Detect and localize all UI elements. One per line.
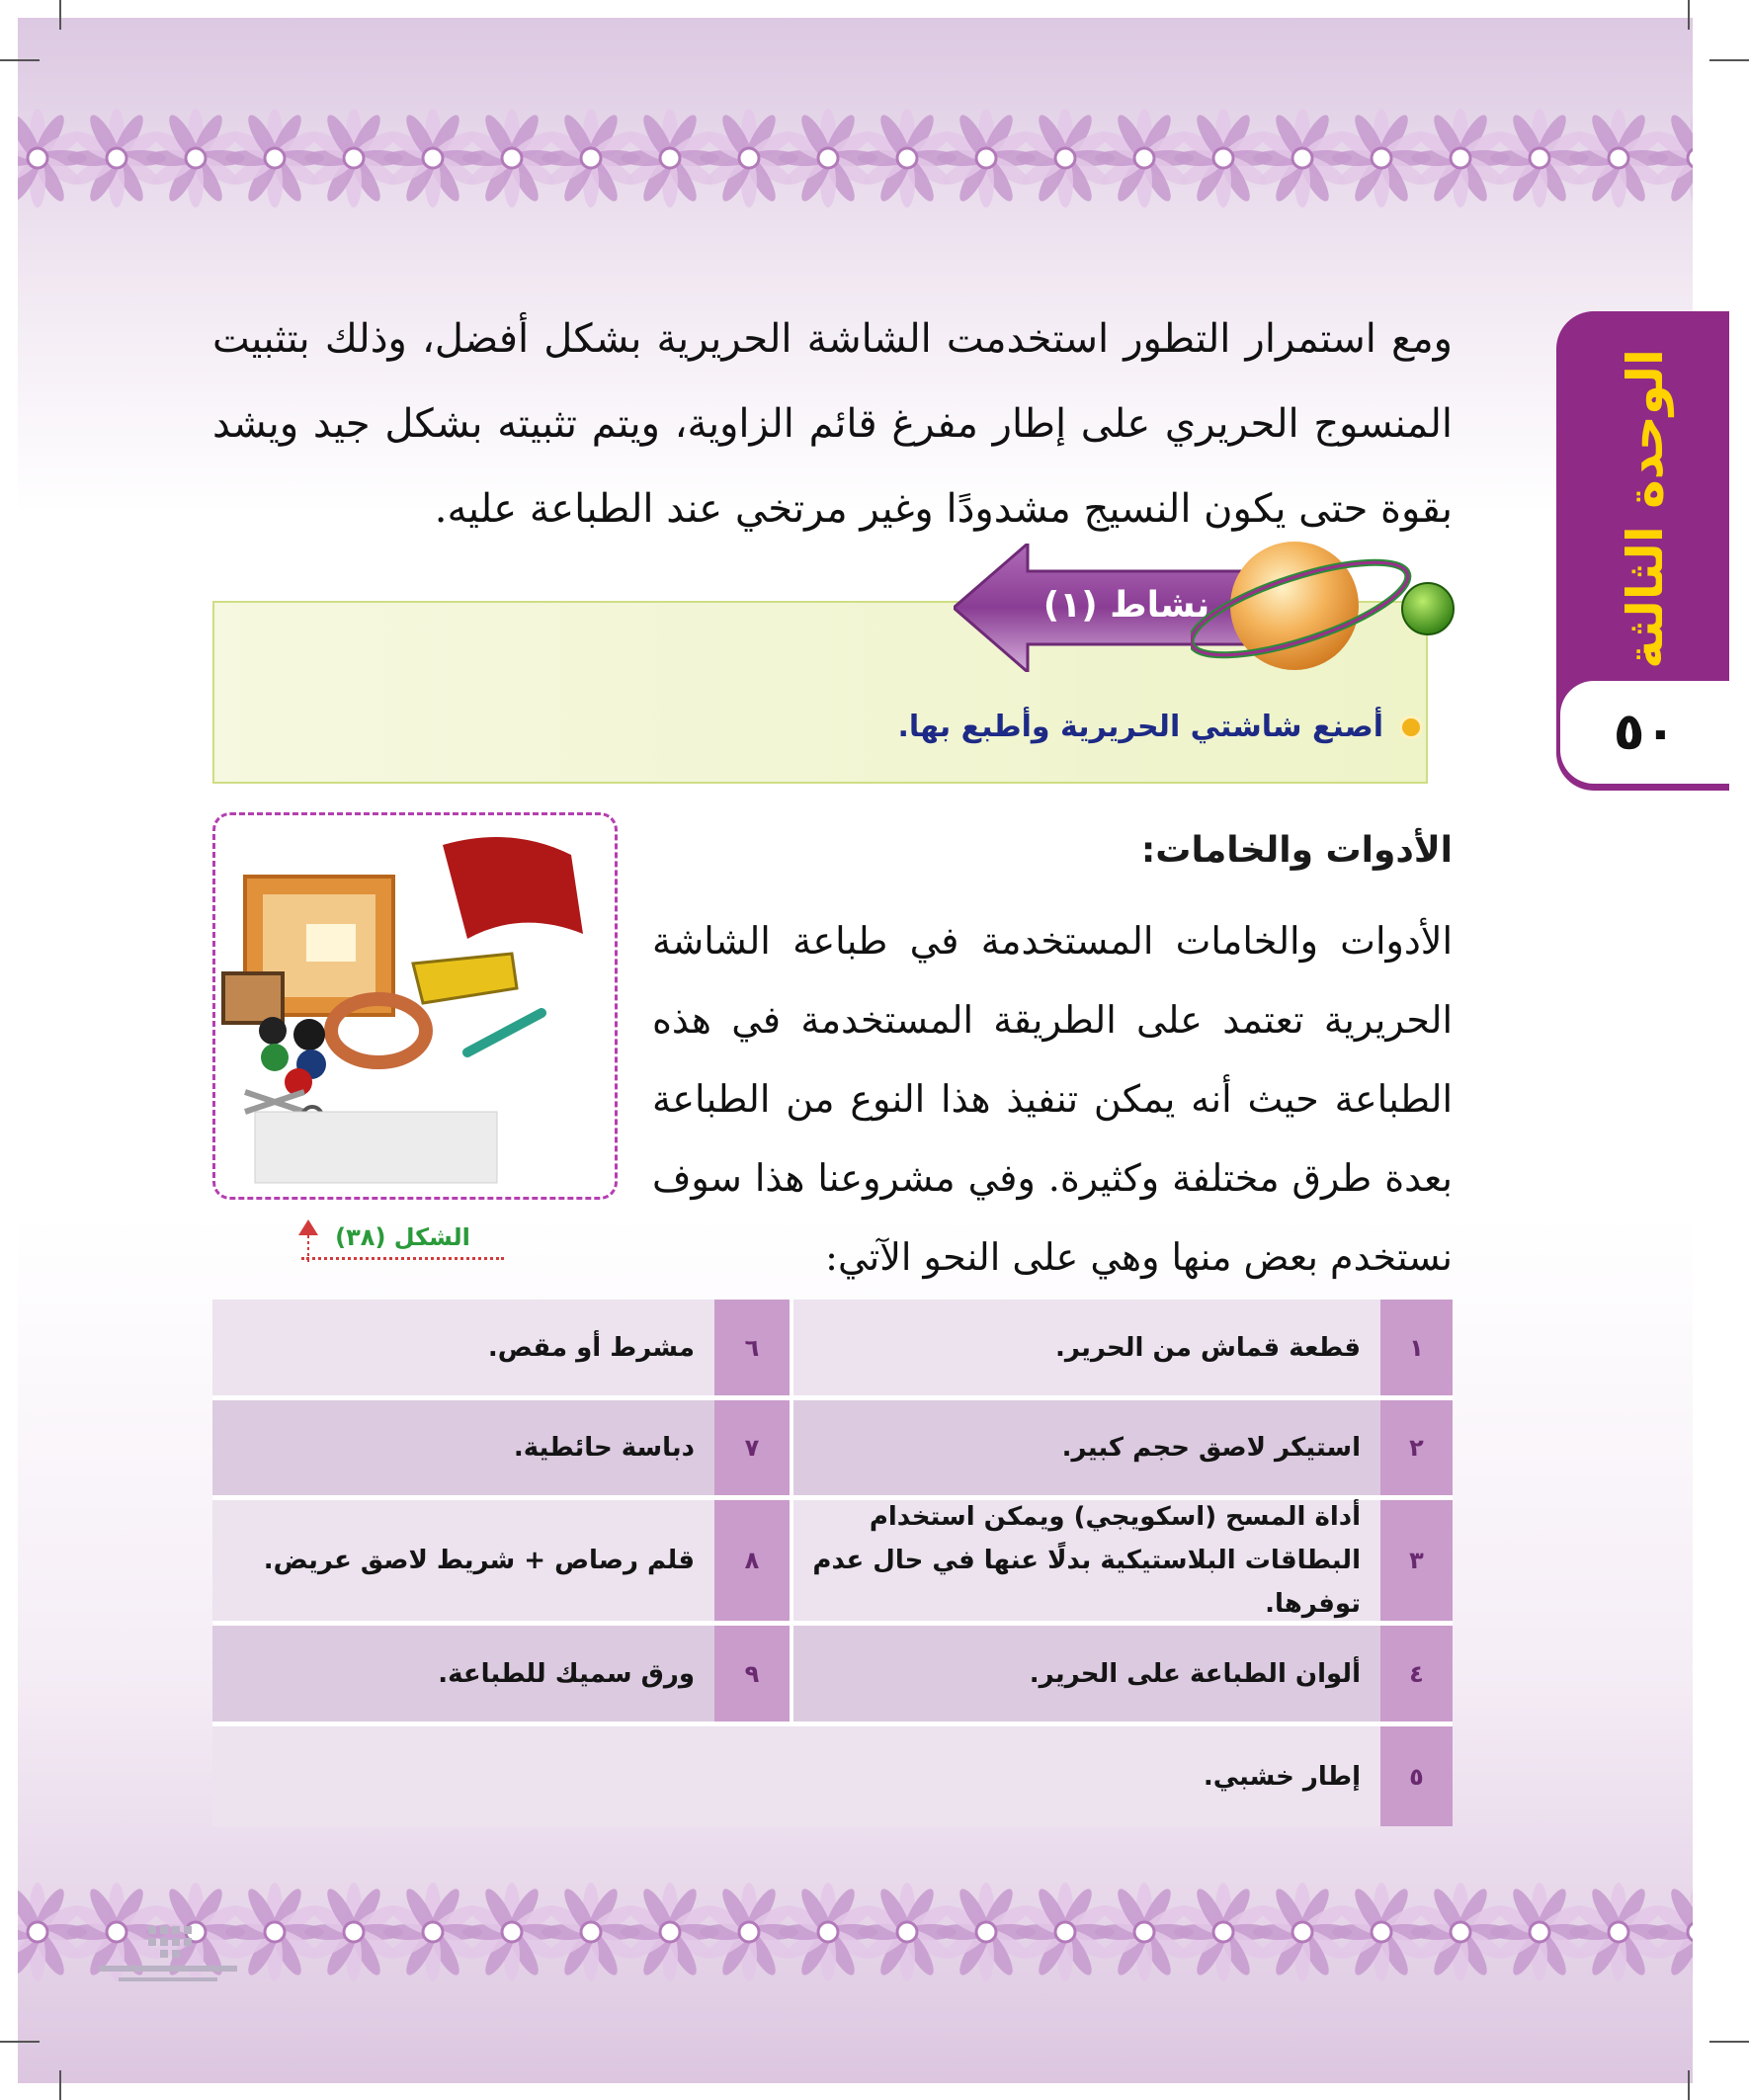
tools-heading: الأدوات والخامات: (1140, 830, 1453, 871)
table-number-cell: ٦ (714, 1300, 790, 1395)
figure-caption: الشكل (٣٨) (301, 1223, 504, 1260)
intro-paragraph: ومع استمرار التطور استخدمت الشاشة الحريرية بشكل أفضل، وذلك بتثبيت المنسوج الحريري على إطار مفرغ قائم الزاوية، ويتم تثبيته بشكل جيد ويشد بقوة حتى يكون النسيج مشدودًا وغير مرتخي عند الطباعة عليه. (212, 316, 1453, 532)
crop-mark (0, 2041, 40, 2043)
table-number-cell: ٨ (714, 1500, 790, 1621)
screen-printing-tools-image (215, 815, 615, 1197)
figure-frame (212, 812, 618, 1200)
crop-mark (1709, 2041, 1749, 2043)
crop-mark (0, 59, 40, 61)
table-text-cell: دباسة حائطية. (513, 1433, 695, 1463)
table-text-cell: ألوان الطباعة على الحرير. (790, 1626, 1380, 1722)
table-text-cell: مشرط أو مقص. (487, 1332, 695, 1363)
crop-mark (59, 0, 61, 30)
activity-label: نشاط (١) (1042, 584, 1210, 626)
table-number-cell: ٢ (1380, 1400, 1453, 1495)
table-text-cell: استيكر لاصق حجم كبير. (790, 1400, 1380, 1495)
table-row (212, 1300, 1453, 1400)
crop-mark (59, 2070, 61, 2100)
tools-table (212, 1300, 1453, 1831)
flower-icon (1648, 109, 1693, 208)
planet-icon (1191, 532, 1467, 680)
flower-icon (1648, 1883, 1693, 1981)
bottom-flower-border (18, 1873, 1693, 1991)
table-row (212, 1626, 1453, 1726)
tools-paragraph: الأدوات والخامات المستخدمة في طباعة الشاشة الحريرية تعتمد على الطريقة المستخدمة في هذه الطباعة حيث أنه يمكن تنفيذ هذا النوع من الطباعة بعدة طرق مختلفة وكثيرة. وفي مشروعنا هذا سوف نستخدم بعض منها وهي على النحو الآتي: (652, 919, 1453, 1279)
table-number-cell: ٩ (714, 1626, 790, 1722)
table-text-cell: أداة المسح (اسكويجي) ويمكن استخدام البطاقات البلاستيكية بدلًا عنها في حال عدم توفرها. (790, 1500, 1380, 1621)
bullet-icon (1399, 715, 1423, 739)
table-number-cell: ٣ (1380, 1500, 1453, 1621)
table-number-cell: ٤ (1380, 1626, 1453, 1722)
unit-tab-label (1571, 346, 1719, 672)
table-row (212, 1726, 1453, 1826)
table-text-cell: ورق سميك للطباعة. (438, 1658, 695, 1689)
crop-mark (1709, 59, 1749, 61)
crop-mark (1688, 0, 1690, 30)
unit-tab-text: الوحدة الثالثة (1617, 349, 1674, 669)
table-row (212, 1500, 1453, 1626)
table-text-cell: إطار خشبي. (1203, 1761, 1361, 1792)
page-number: ٥٠ (1556, 677, 1729, 788)
table-number-cell: ٧ (714, 1400, 790, 1495)
table-row (212, 1400, 1453, 1500)
table-number-cell: ٥ (1380, 1726, 1453, 1826)
activity-item-text: أصنع شاشتي الحريرية وأطبع بها. (897, 710, 1383, 744)
crop-mark (1688, 2070, 1690, 2100)
activity-item (897, 710, 1423, 744)
ministry-logo (89, 1922, 247, 1991)
top-flower-border (18, 99, 1693, 217)
table-text-cell: قطعة قماش من الحرير. (790, 1300, 1380, 1395)
table-text-cell: قلم رصاص + شريط لاصق عريض. (263, 1546, 695, 1575)
table-number-cell: ١ (1380, 1300, 1453, 1395)
